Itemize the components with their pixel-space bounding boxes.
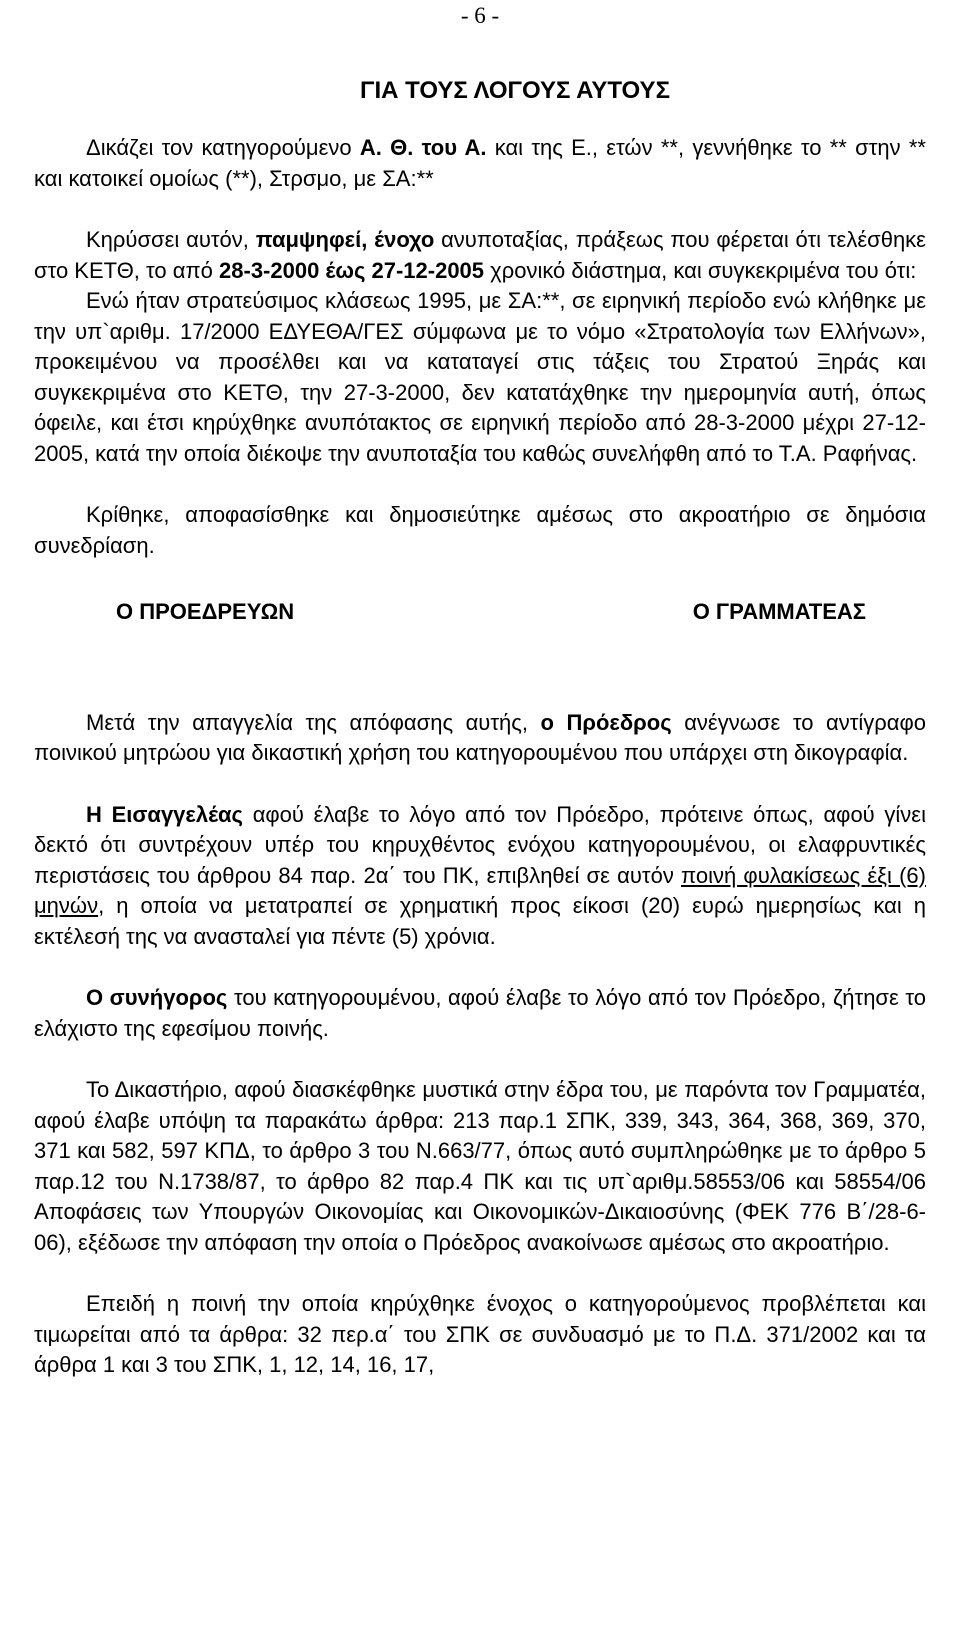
paragraph-published: Κρίθηκε, αποφασίσθηκε και δημοσιεύτηκε αμέσως στο ακροατήριο σε δημόσια συνεδρίαση. [34, 502, 926, 558]
section-heading: ΓΙΑ ΤΟΥΣ ΛΟΓΟΥΣ ΑΥΤΟΥΣ [360, 77, 670, 104]
paragraph-verdict: Κηρύσσει αυτόν, παμψηφεί, ένοχο ανυποταξίας, πράξεως που φέρεται ότι τελέσθηκε στο ΚΕΤΘ, το από 28-3-2000 έως 27-12-2005 χρονικό διάστημα, και συγκεκριμένα του ότι: [34, 227, 926, 283]
paragraph-charge-details: Ενώ ήταν στρατεύσιμος κλάσεως 1995, με ΣΑ:**, σε ειρηνική περίοδο ενώ κλήθηκε με την υπ`αριθμ. 17/2000 ΕΔΥΕΘΑ/ΓΕΣ σύμφωνα με το νόμο «Στρατολογία των Ελλήνων», προκειμένου να προσέλθει και να καταταγεί στις τάξεις του Στρατού Ξηράς και συγκεκριμένα στο ΚΕΤΘ, την 27-3-2000, δεν κατατάχθηκε την ημερομηνία αυτή, όπως όφειλε, και έτσι κηρύχθηκε ανυπότακτος σε ειρηνική περίοδο από 28-3-2000 μέχρι 27-12-2005, κατά την οποία διέκοψε την ανυποταξία του καθώς συνελήφθη από το Τ.Α. Ραφήνας. [34, 288, 926, 466]
signature-president: Ο ΠΡΟΕΔΡΕΥΩΝ [116, 599, 295, 624]
paragraph-criminal-record: Μετά την απαγγελία της απόφασης αυτής, ο Πρόεδρος ανέγνωσε το αντίγραφο ποινικού μητρώου για δικαστική χρήση του κατηγορουμένου που υπάρχει στη δικογραφία. [34, 709, 927, 765]
paragraph-penalty-basis: Επειδή η ποινή την οποία κηρύχθηκε ένοχος ο κατηγορούμενος προβλέπεται και τιμωρείται από τα άρθρα: 32 περ.α΄ του ΣΠΚ σε συνδυασμό με το Π.Δ. 371/2002 και τα άρθρα 1 και 3 του ΣΠΚ, 1, 12, 14, 16, 17, [34, 1291, 926, 1377]
signature-secretary: Ο ΓΡΑΜΜΑΤΕΑΣ [692, 599, 866, 624]
signatures [34, 597, 926, 628]
paragraph-court-deliberation: Το Δικαστήριο, αφού διασκέφθηκε μυστικά στην έδρα του, με παρόντα τον Γραμματέα, αφού έλαβε υπόψη τα παρακάτω άρθρα: 213 παρ.1 ΣΠΚ, 339, 343, 364, 368, 369, 370, 371 και 582, 597 ΚΠΔ, το άρθρο 3 του Ν.663/77, όπως αυτό συμπληρώθηκε με το άρθρο 5 παρ.12 του Ν.1738/87, το άρθρο 82 παρ.4 ΠΚ και τις υπ`αριθμ.58553/06 και 58554/06 Αποφάσεις των Υπουργών Οικονομίας και Οικονομικών-Δικαιοσύνης (ΦΕΚ 776 Β΄/28-6-06), εξέδωσε την απόφαση την οποία ο Πρόεδρος ανακοίνωσε αμέσως στο ακροατήριο. [34, 1077, 926, 1255]
paragraph-defendant: Δικάζει τον κατηγορούμενο Α. Θ. του Α. και της Ε., ετών **, γεννήθηκε το ** στην ** και κατοικεί ομοίως (**), Στρσμο, με ΣΑ:** [34, 135, 926, 191]
page-number: - 6 - [460, 3, 500, 28]
paragraph-defense-counsel: Ο συνήγορος του κατηγορουμένου, αφού έλαβε το λόγο από τον Πρόεδρο, ζήτησε το ελάχιστο της εφεσίμου ποινής. [34, 985, 927, 1041]
paragraph-prosecutor: Η Εισαγγελέας αφού έλαβε το λόγο από τον Πρόεδρο, πρότεινε όπως, αφού γίνει δεκτό ότι συντρέχουν υπέρ του κηρυχθέντος ενόχου κατηγορουμένου, οι ελαφρυντικές περιστάσεις του άρθρου 84 παρ. 2α΄ του ΠΚ, επιβληθεί σε αυτόν ποινή φυλακίσεως έξι (6) μηνών, η οποία να μετατραπεί σε χρηματική προς είκοσι (20) ευρώ ημερησίως και η εκτέλεσή της να ανασταλεί για πέντε (5) χρόνια. [34, 801, 926, 949]
